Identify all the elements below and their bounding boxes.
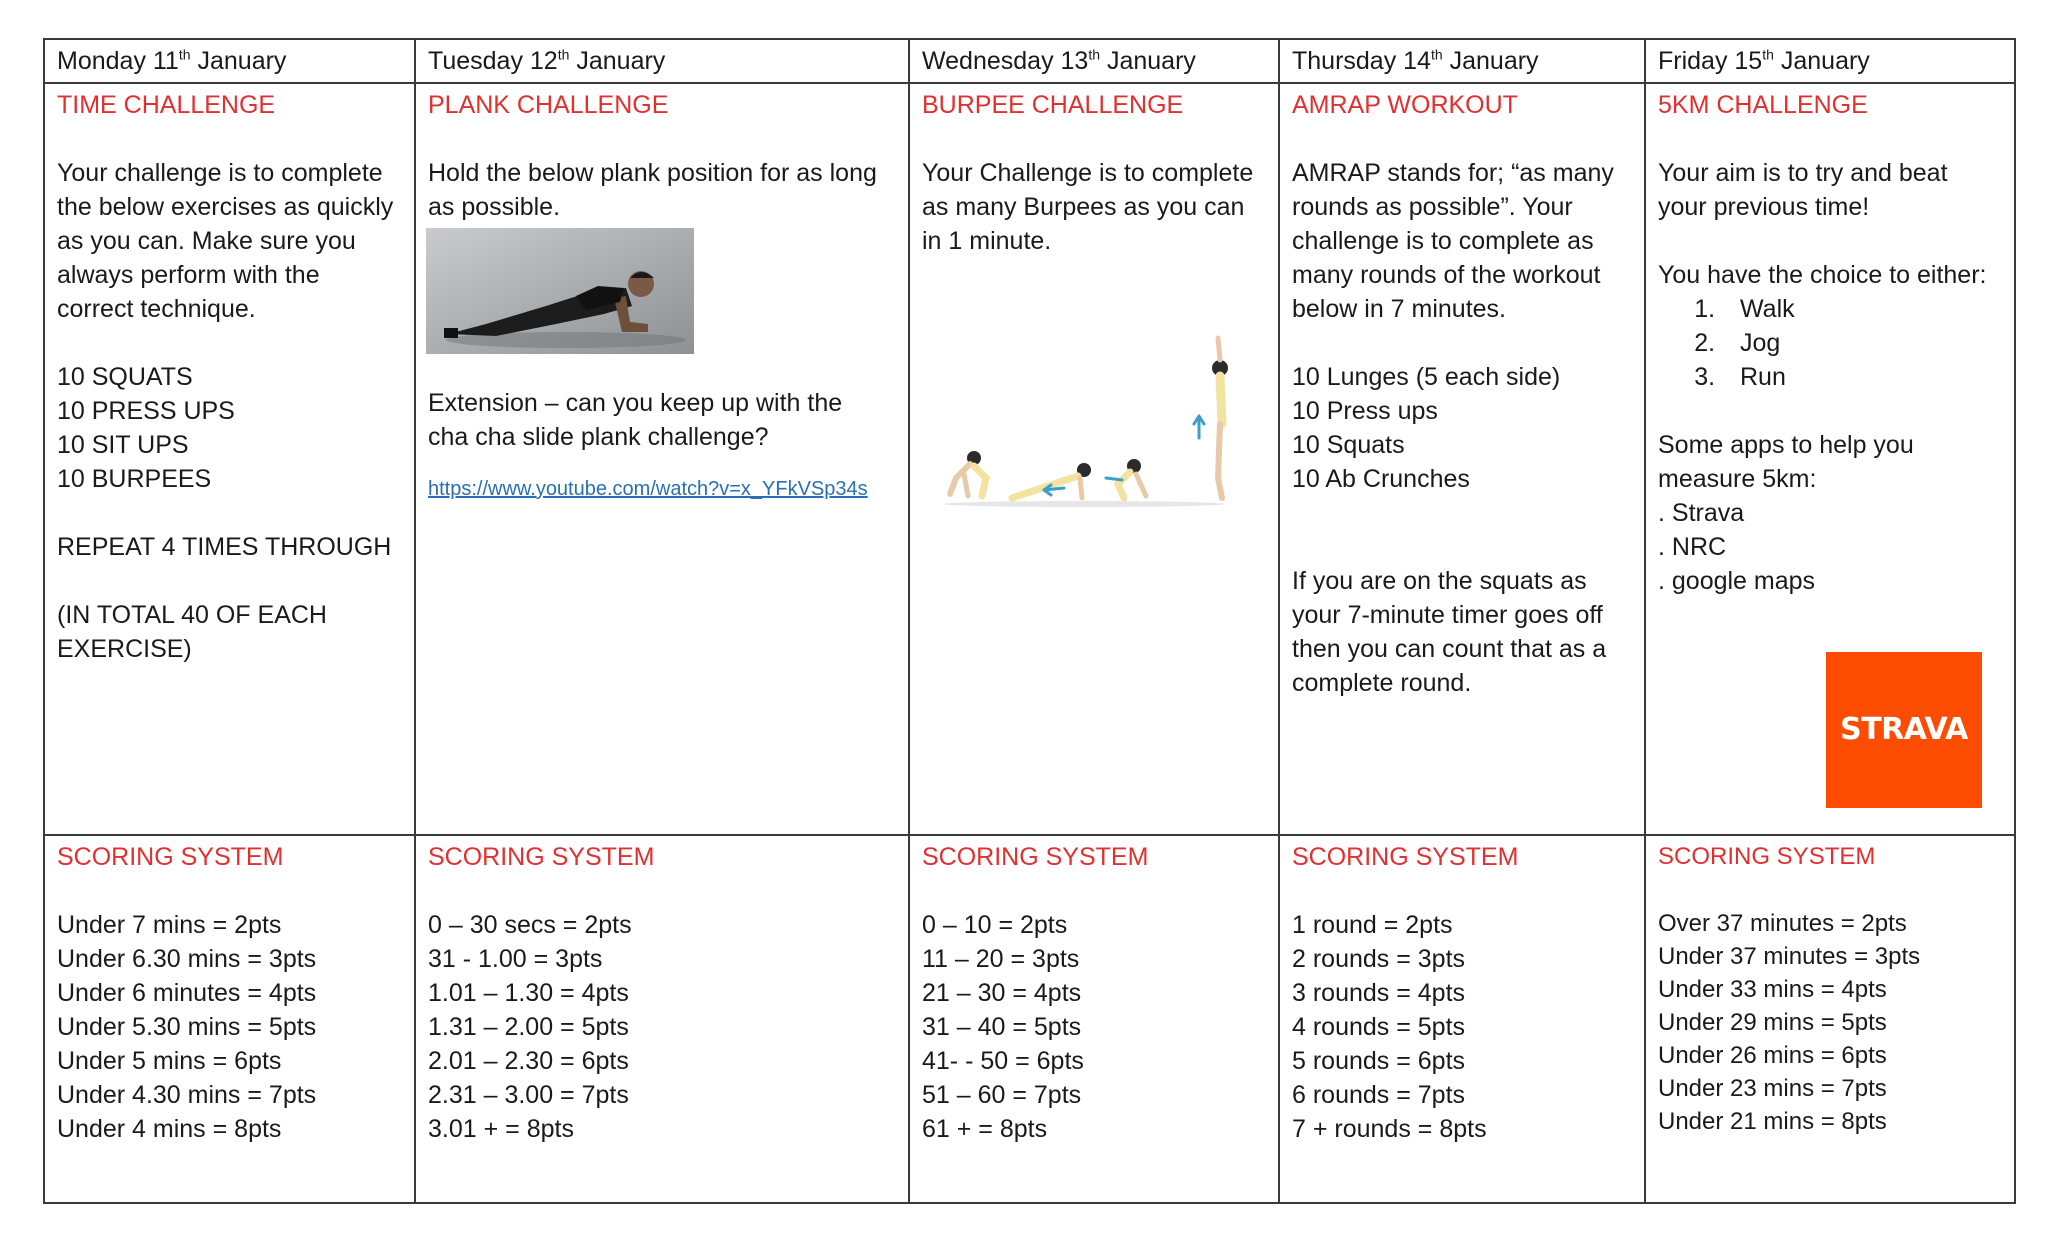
thursday-scoring <box>1279 835 1645 1203</box>
tuesday-header <box>415 39 909 83</box>
wednesday-header <box>909 39 1279 83</box>
exercise-item: 10 Squats <box>1292 431 1405 459</box>
app-item: . google maps <box>1658 567 1816 595</box>
exercise-item: 10 PRESS UPS <box>57 397 235 425</box>
score-line: Under 7 mins = 2pts <box>57 911 282 939</box>
score-line: 31 – 40 = 5pts <box>922 1013 1082 1041</box>
score-line: 2.31 – 3.00 = 7pts <box>428 1081 629 1109</box>
intro-line: Your aim is to try and beat <box>1658 159 1948 187</box>
wednesday-challenge <box>909 83 1279 835</box>
intro-line: rounds as possible”. Your <box>1292 193 1573 221</box>
intro-line: as many Burpees as you can <box>922 193 1245 221</box>
strava-logo-text: STRAVA <box>1840 712 1968 747</box>
option-item: 1. Walk <box>1722 292 2002 326</box>
total-note: (IN TOTAL 40 OF EACH <box>57 601 327 629</box>
date-suffix: th <box>557 46 570 63</box>
scoring-title: SCORING SYSTEM <box>922 843 1149 871</box>
score-line: Under 6 minutes = 4pts <box>57 979 317 1007</box>
month: January <box>1106 47 1196 75</box>
score-line: Under 21 mins = 8pts <box>1658 1108 1887 1135</box>
date-suffix: th <box>1430 46 1443 63</box>
challenge-title: TIME CHALLENGE <box>57 91 276 119</box>
option-item: 2. Jog <box>1722 326 2002 360</box>
note-line: If you are on the squats as <box>1292 567 1587 595</box>
score-line: Under 29 mins = 5pts <box>1658 1009 1887 1036</box>
challenge-title: 5KM CHALLENGE <box>1658 91 1868 119</box>
note-line: then you can count that as a <box>1292 635 1607 663</box>
option-item: 3. Run <box>1722 360 2002 394</box>
thursday-challenge <box>1279 83 1645 835</box>
month: January <box>1780 47 1870 75</box>
score-line: Over 37 minutes = 2pts <box>1658 910 1907 937</box>
apps-intro: Some apps to help you <box>1658 431 1914 459</box>
exercise-item: 10 Lunges (5 each side) <box>1292 363 1561 391</box>
weekly-challenge-table <box>43 38 2014 1204</box>
friday-challenge <box>1645 83 2015 835</box>
score-line: 0 – 30 secs = 2pts <box>428 911 632 939</box>
score-line: 1.31 – 2.00 = 5pts <box>428 1013 629 1041</box>
intro-line: always perform with the <box>57 261 320 289</box>
day-name: Monday 11 <box>57 47 179 75</box>
intro-line: as you can. Make sure you <box>57 227 356 255</box>
exercise-item: 10 Press ups <box>1292 397 1438 425</box>
choice-line: You have the choice to either: <box>1658 261 1987 289</box>
score-line: 4 rounds = 5pts <box>1292 1013 1466 1041</box>
score-line: 61 + = 8pts <box>922 1115 1048 1143</box>
monday-challenge <box>44 83 415 835</box>
intro-line: Your challenge is to complete <box>57 159 383 187</box>
score-line: 21 – 30 = 4pts <box>922 979 1082 1007</box>
app-item: . NRC <box>1658 533 1727 561</box>
intro-line: AMRAP stands for; “as many <box>1292 159 1614 187</box>
intro-line: correct technique. <box>57 295 256 323</box>
score-line: Under 23 mins = 7pts <box>1658 1075 1887 1102</box>
plank-photo <box>426 228 694 354</box>
score-line: Under 4 mins = 8pts <box>57 1115 282 1143</box>
scoring-title: SCORING SYSTEM <box>57 843 284 871</box>
note-line: complete round. <box>1292 669 1472 697</box>
youtube-link[interactable]: https://www.youtube.com/watch?v=x_YFkVSp34s <box>428 478 868 500</box>
score-line: 3.01 + = 8pts <box>428 1115 574 1143</box>
apps-intro: measure 5km: <box>1658 465 1817 493</box>
score-line: Under 37 minutes = 3pts <box>1658 943 1921 970</box>
intro-line: below in 7 minutes. <box>1292 295 1507 323</box>
day-name: Wednesday 13 <box>922 47 1089 75</box>
scoring-title: SCORING SYSTEM <box>428 843 655 871</box>
exercise-item: 10 BURPEES <box>57 465 212 493</box>
score-line: 1 round = 2pts <box>1292 911 1453 939</box>
challenge-title: PLANK CHALLENGE <box>428 91 669 119</box>
intro-line: Your Challenge is to complete <box>922 159 1254 187</box>
exercise-item: 10 SQUATS <box>57 363 193 391</box>
date-suffix: th <box>1762 46 1774 63</box>
scoring-row <box>44 835 2015 1203</box>
score-line: Under 26 mins = 6pts <box>1658 1042 1887 1069</box>
score-line: Under 33 mins = 4pts <box>1658 976 1887 1003</box>
month: January <box>197 47 287 75</box>
score-line: 31 - 1.00 = 3pts <box>428 945 603 973</box>
repeat-note: REPEAT 4 TIMES THROUGH <box>57 533 392 561</box>
score-line: 0 – 10 = 2pts <box>922 911 1068 939</box>
thursday-header <box>1279 39 1645 83</box>
score-line: 11 – 20 = 3pts <box>922 945 1080 973</box>
scoring-title: SCORING SYSTEM <box>1658 843 1876 870</box>
score-line: Under 5.30 mins = 5pts <box>57 1013 317 1041</box>
date-suffix: th <box>178 46 191 63</box>
wednesday-scoring <box>909 835 1279 1203</box>
score-line: Under 6.30 mins = 3pts <box>57 945 317 973</box>
extension-line: cha cha slide plank challenge? <box>428 423 769 451</box>
tuesday-scoring <box>415 835 909 1203</box>
score-line: 5 rounds = 6pts <box>1292 1047 1466 1075</box>
intro-line: challenge is to complete as <box>1292 227 1594 255</box>
intro-line: the below exercises as quickly <box>57 193 394 221</box>
date-suffix: th <box>1088 46 1101 63</box>
friday-header <box>1645 39 2015 83</box>
score-line: 6 rounds = 7pts <box>1292 1081 1466 1109</box>
challenge-row <box>44 83 2015 835</box>
app-item: . Strava <box>1658 499 1745 527</box>
day-header-row <box>44 39 2015 83</box>
month: January <box>1449 47 1539 75</box>
score-line: 41- - 50 = 6pts <box>922 1047 1084 1075</box>
note-line: your 7-minute timer goes off <box>1292 601 1603 629</box>
day-name: Friday 15 <box>1658 47 1763 75</box>
challenge-title: BURPEE CHALLENGE <box>922 91 1184 119</box>
extension-line: Extension – can you keep up with the <box>428 389 843 417</box>
intro-line: in 1 minute. <box>922 227 1052 255</box>
score-line: 2 rounds = 3pts <box>1292 945 1466 973</box>
tuesday-challenge <box>415 83 909 835</box>
score-line: Under 5 mins = 6pts <box>57 1047 282 1075</box>
intro-line: Hold the below plank position for as long <box>428 159 877 187</box>
challenge-title: AMRAP WORKOUT <box>1292 91 1518 119</box>
strava-logo <box>1826 652 1982 808</box>
day-name: Thursday 14 <box>1292 47 1431 75</box>
month: January <box>576 47 666 75</box>
score-line: 1.01 – 1.30 = 4pts <box>428 979 629 1007</box>
monday-scoring <box>44 835 415 1203</box>
burpee-sequence-illustration <box>934 328 1239 518</box>
score-line: 3 rounds = 4pts <box>1292 979 1466 1007</box>
score-line: Under 4.30 mins = 7pts <box>57 1081 317 1109</box>
scoring-title: SCORING SYSTEM <box>1292 843 1519 871</box>
intro-line: your previous time! <box>1658 193 1870 221</box>
friday-scoring <box>1645 835 2015 1203</box>
score-line: 2.01 – 2.30 = 6pts <box>428 1047 629 1075</box>
option-list <box>1658 292 2002 394</box>
score-line: 7 + rounds = 8pts <box>1292 1115 1487 1143</box>
intro-line: many rounds of the workout <box>1292 261 1601 289</box>
total-note: EXERCISE) <box>57 635 192 663</box>
intro-line: as possible. <box>428 193 561 221</box>
monday-header <box>44 39 415 83</box>
exercise-item: 10 SIT UPS <box>57 431 189 459</box>
exercise-item: 10 Ab Crunches <box>1292 465 1470 493</box>
day-name: Tuesday 12 <box>428 47 558 75</box>
score-line: 51 – 60 = 7pts <box>922 1081 1082 1109</box>
